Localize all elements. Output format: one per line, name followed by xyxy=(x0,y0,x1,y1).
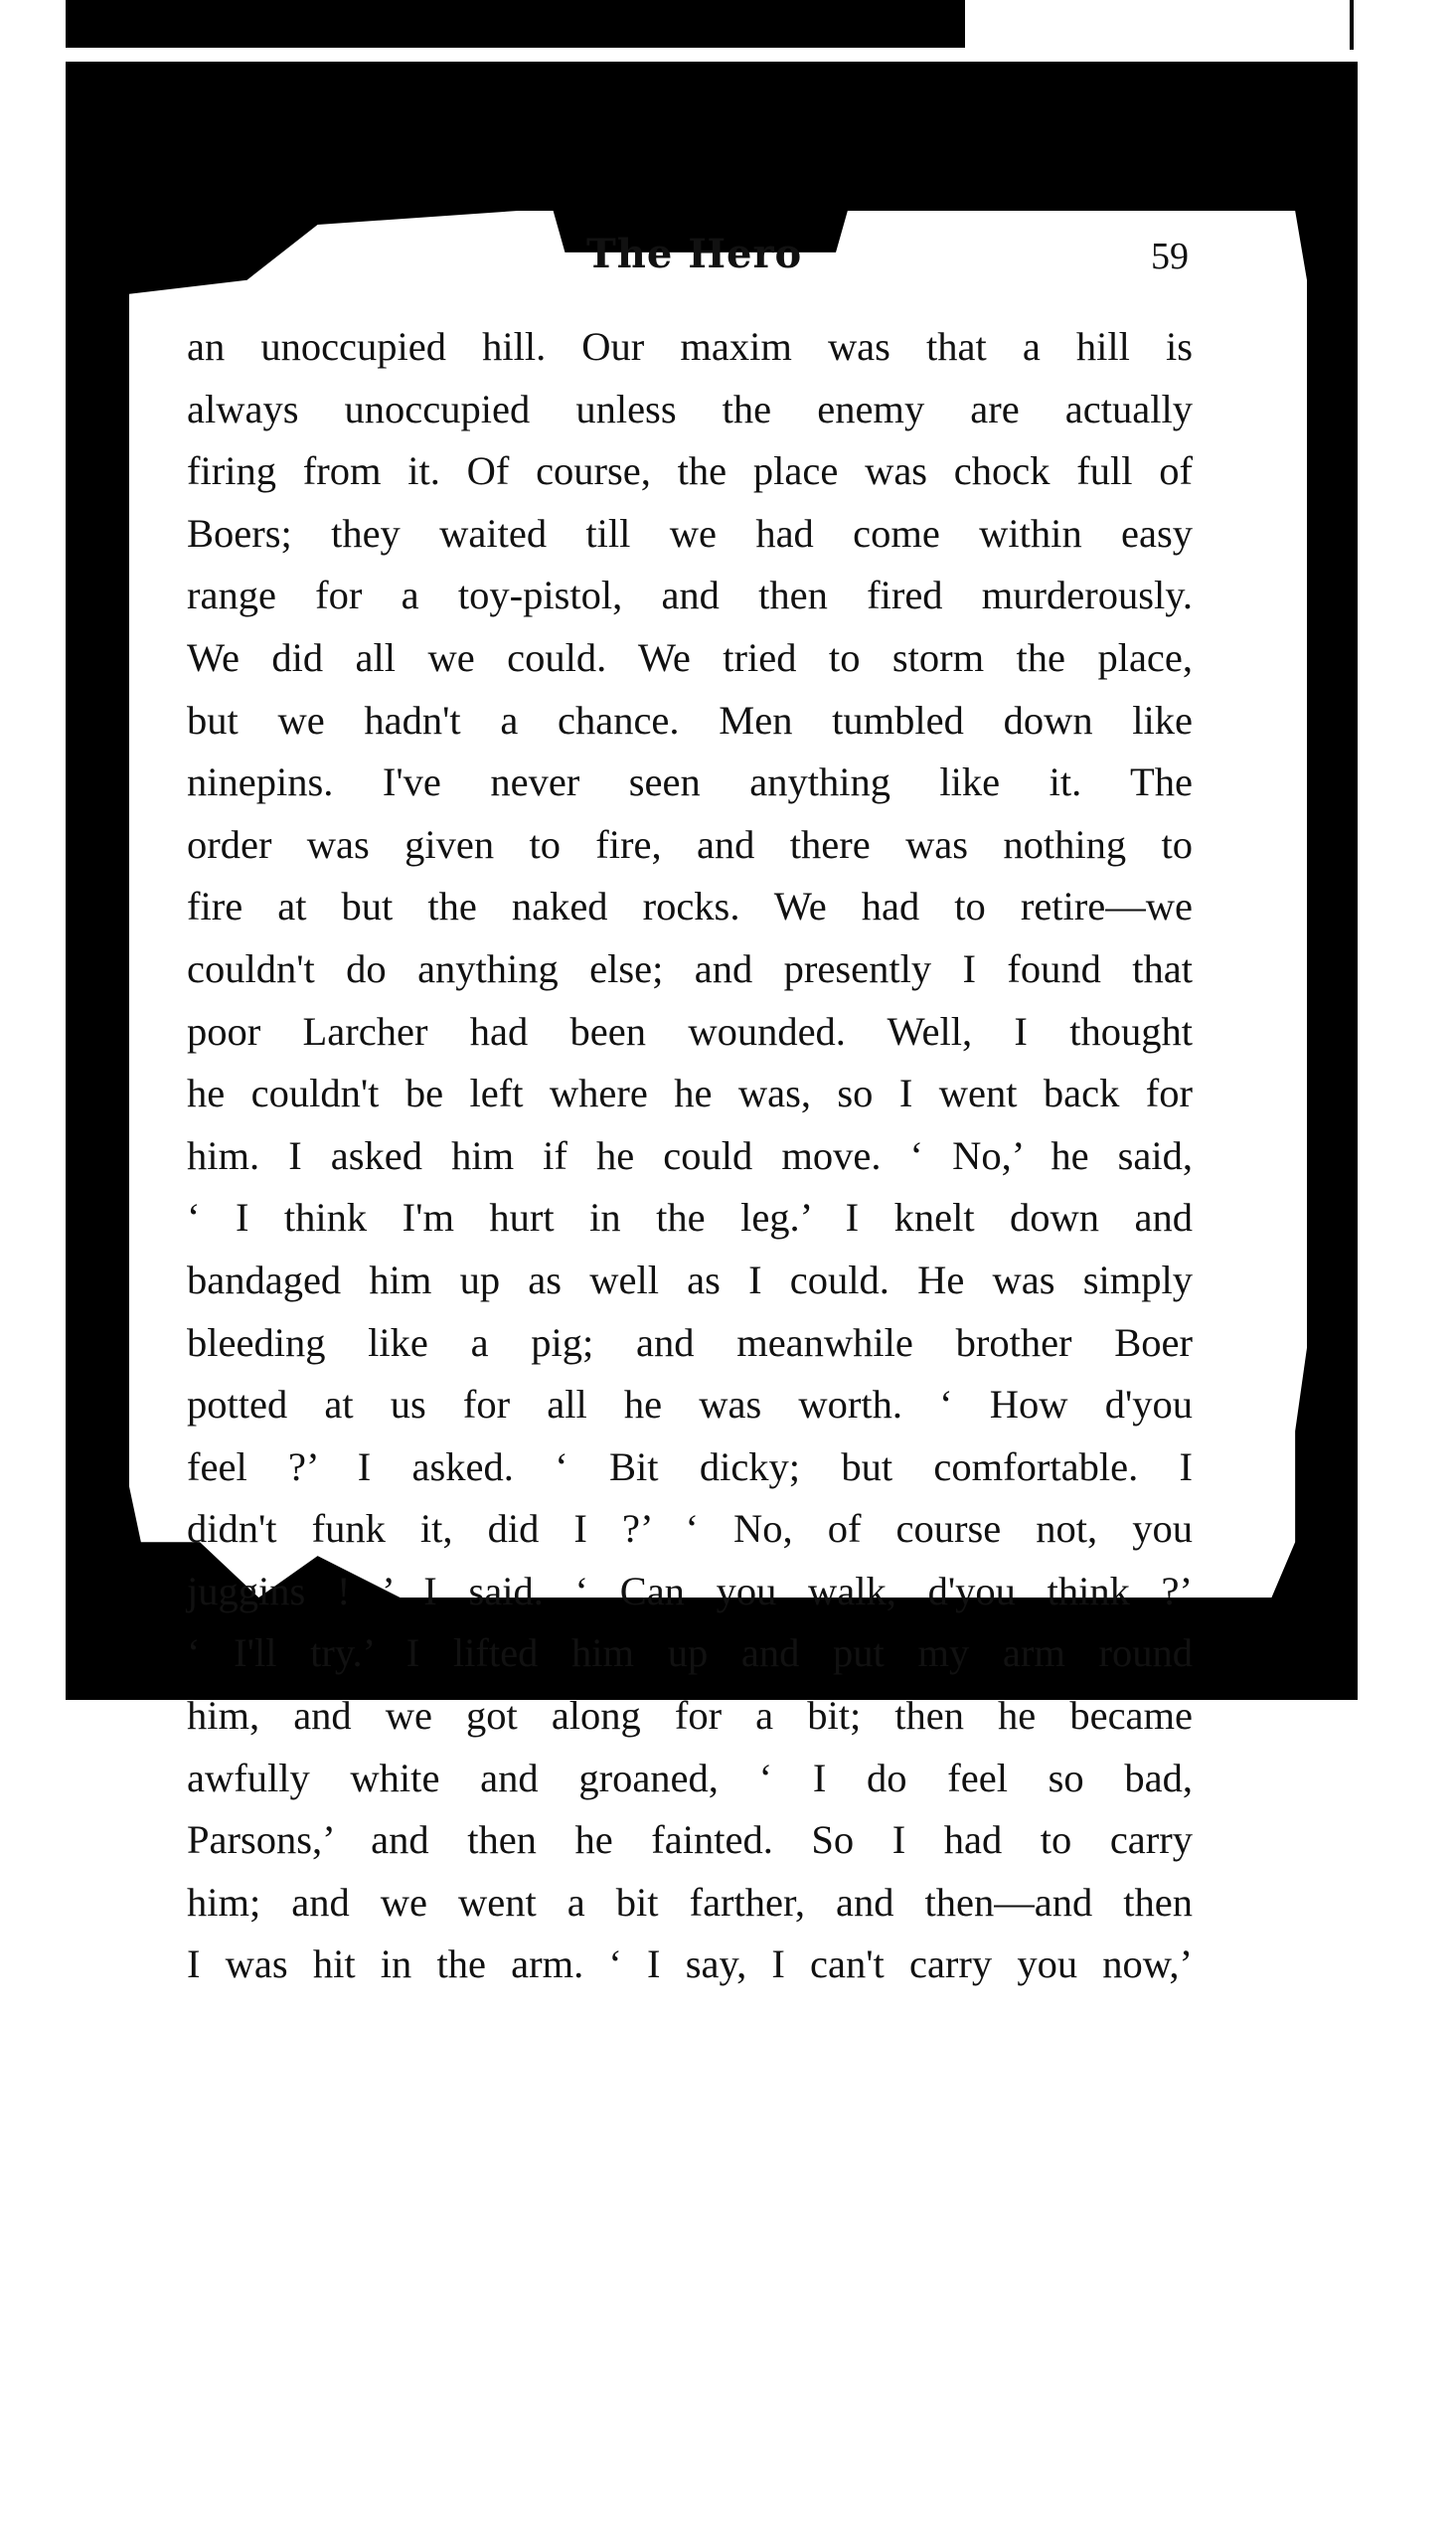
text-line: an unoccupied hill. Our maxim was that a hill is xyxy=(187,324,1193,369)
text-line: firing from it. Of course, the place was chock full of xyxy=(187,448,1193,494)
text-line: poor Larcher had been wounded. Well, I thought xyxy=(187,1008,1193,1054)
text-line: him; and we went a bit farther, and then—and then xyxy=(187,1879,1193,1925)
scan-top-strip xyxy=(66,0,965,48)
text-line: ‘ I think I'm hurt in the leg.’ I knelt down and xyxy=(187,1195,1193,1241)
text-line: always unoccupied unless the enemy are actually xyxy=(187,386,1193,431)
text-line: bandaged him up as well as I could. He was simply xyxy=(187,1257,1193,1302)
text-line: him. I asked him if he could move. ‘ No,’ he said, xyxy=(187,1132,1193,1178)
text-line: I was hit in the arm. ‘ I say, I can't carry you now,’ xyxy=(187,1941,1193,1987)
text-line: him, and we got along for a bit; then he became xyxy=(187,1693,1193,1739)
text-line: awfully white and groaned, ‘ I do feel so bad, xyxy=(187,1755,1193,1800)
text-line: but we hadn't a chance. Men tumbled down like xyxy=(187,697,1193,743)
text-line: Boers; they waited till we had come within easy xyxy=(187,510,1193,556)
running-head: The Hero xyxy=(586,231,803,277)
text-line: We did all we could. We tried to storm the place, xyxy=(187,634,1193,680)
text-line: feel ?’ I asked. ‘ Bit dicky; but comfortable. I xyxy=(187,1443,1193,1489)
text-line: ninepins. I've never seen anything like it. The xyxy=(187,759,1193,805)
text-line: bleeding like a pig; and meanwhile brother Boer xyxy=(187,1319,1193,1365)
text-line: order was given to fire, and there was nothing to xyxy=(187,821,1193,867)
text-line: ‘ I'll try.’ I lifted him up and put my arm round xyxy=(187,1630,1193,1676)
text-line: couldn't do anything else; and presently I found that xyxy=(187,945,1193,991)
text-line: fire at but the naked rocks. We had to retire—we xyxy=(187,884,1193,929)
text-line: range for a toy-pistol, and then fired murderously. xyxy=(187,573,1193,618)
text-line: juggins ! ’ I said. ‘ Can you walk, d'you think ?’ xyxy=(187,1568,1193,1613)
body-text xyxy=(187,316,1193,1996)
text-line: he couldn't be left where he was, so I went back for xyxy=(187,1071,1193,1116)
page-number: 59 xyxy=(1151,236,1189,277)
scan-right-edge xyxy=(1350,0,1354,50)
text-line: didn't funk it, did I ?’ ‘ No, of course not, you xyxy=(187,1506,1193,1552)
text-line: potted at us for all he was worth. ‘ How d'you xyxy=(187,1382,1193,1428)
text-line: Parsons,’ and then he fainted. So I had to carry xyxy=(187,1817,1193,1863)
